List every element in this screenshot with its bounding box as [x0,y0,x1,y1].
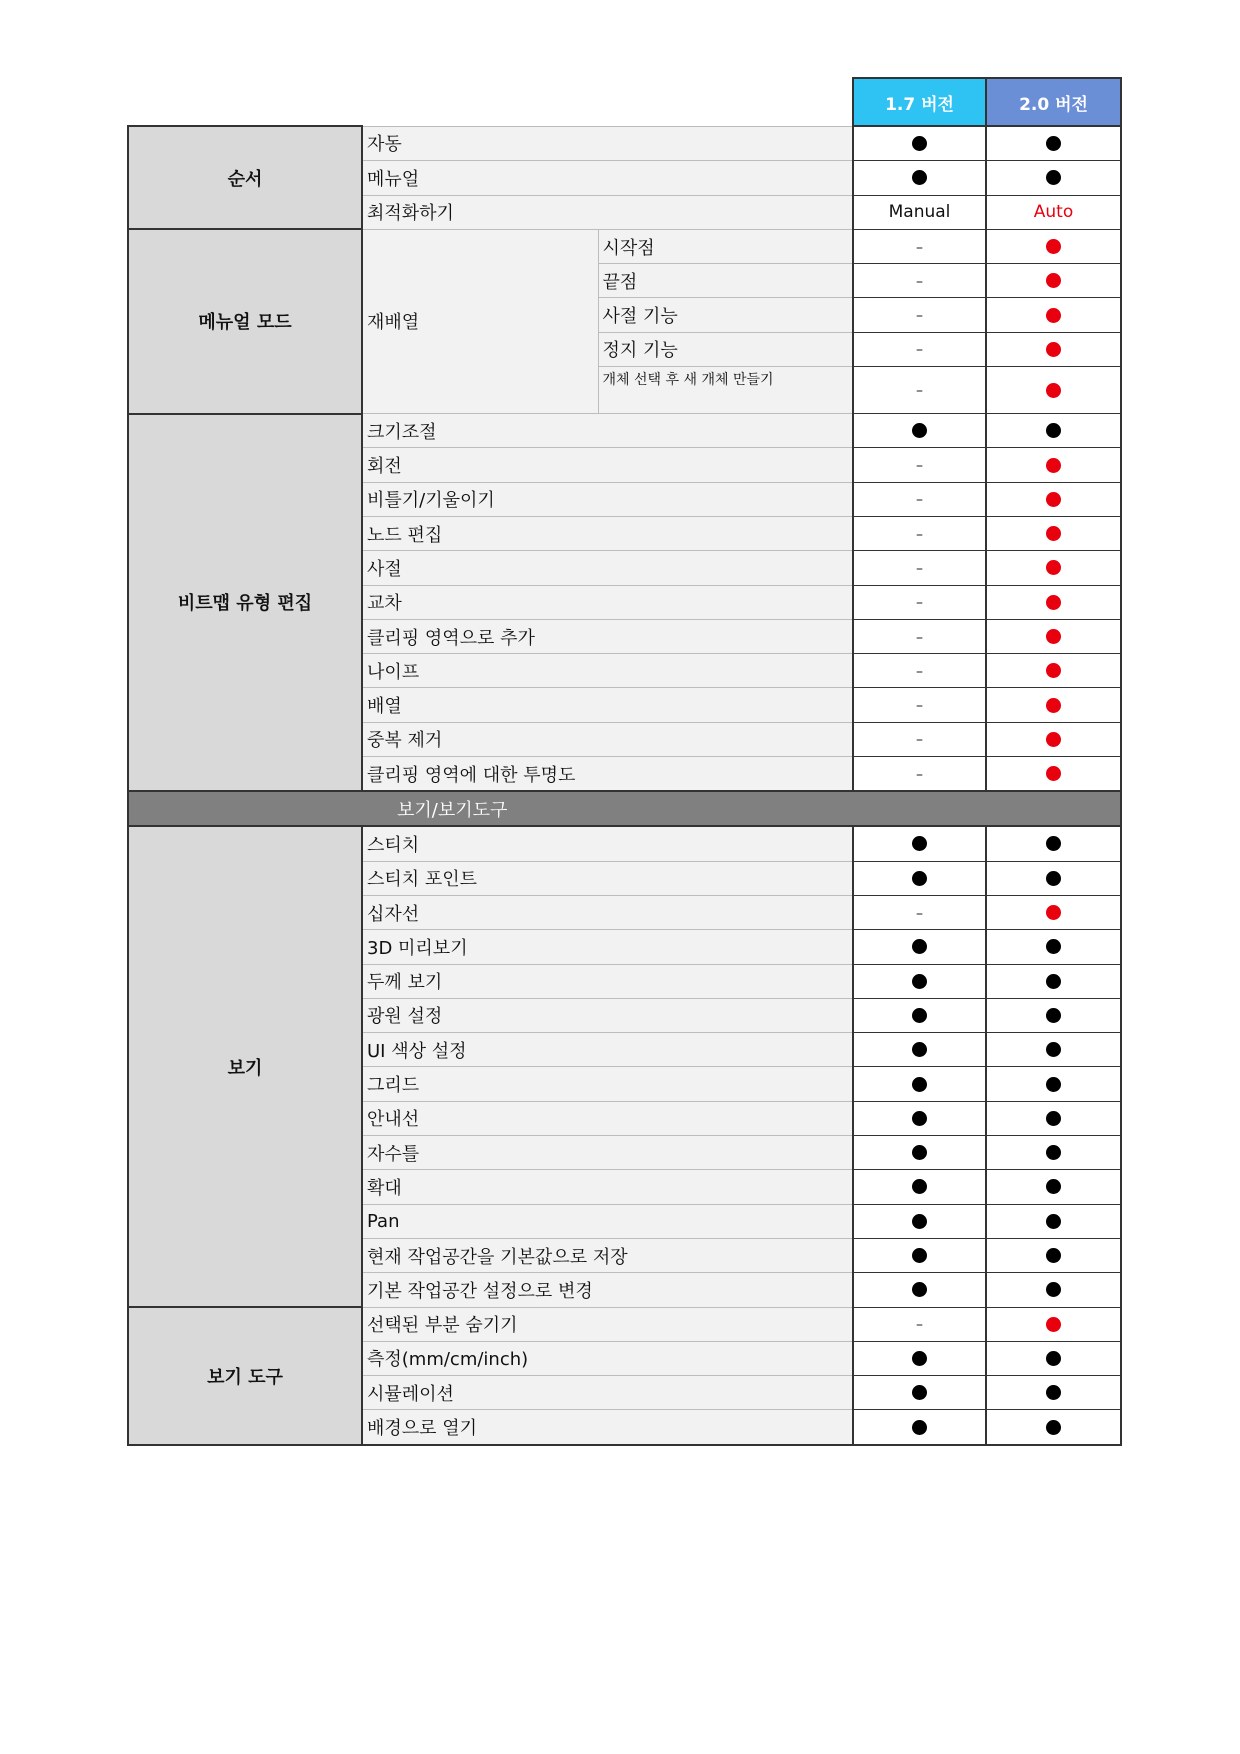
v17-cell [853,298,986,332]
v17-cell [853,895,986,929]
supported-dot-icon [912,423,927,438]
new-feature-dot-icon [1046,458,1061,473]
unsupported-dash: – [916,663,924,680]
supported-dot-icon [912,1214,927,1229]
unsupported-dash: – [916,458,924,475]
v20-cell [986,551,1121,585]
supported-dot-icon [1046,1420,1061,1435]
v17-cell [853,861,986,895]
supported-dot-icon [1046,170,1061,185]
supported-dot-icon [912,170,927,185]
feature-label: 사절 기능 [598,298,853,332]
v17-cell [853,448,986,482]
v20-cell [986,1273,1121,1307]
supported-dot-icon [1046,1282,1061,1297]
supported-dot-icon [912,1179,927,1194]
feature-label: 끝점 [598,264,853,298]
v20-cell [986,1204,1121,1238]
v20-cell [986,1376,1121,1410]
supported-dot-icon [912,939,927,954]
v20-cell [986,998,1121,1032]
v17-cell [853,229,986,263]
v17-cell [853,1170,986,1204]
v20-cell [986,688,1121,722]
v17-cell [853,1101,986,1135]
new-feature-dot-icon [1046,766,1061,781]
category-bitmap-edit: 비트맵 유형 편집 [128,414,362,792]
v20-cell [986,1238,1121,1272]
section-bar-view-tools: 보기/보기도구 [128,791,1121,826]
v20-cell [986,448,1121,482]
v17-cell [853,722,986,756]
supported-dot-icon [1046,1145,1061,1160]
v20-cell [986,895,1121,929]
v17-cell [853,126,986,161]
supported-dot-icon [912,1042,927,1057]
feature-label: 스티치 [362,826,853,861]
group-rearrange: 재배열 [362,229,598,413]
supported-dot-icon [912,1077,927,1092]
v20-cell [986,1067,1121,1101]
new-feature-dot-icon [1046,1317,1061,1332]
supported-dot-icon [912,1111,927,1126]
feature-label: 회전 [362,448,853,482]
unsupported-dash: – [916,732,924,749]
feature-label: 십자선 [362,895,853,929]
supported-dot-icon [912,1145,927,1160]
v20-cell [986,757,1121,792]
supported-dot-icon [912,836,927,851]
v17-cell [853,826,986,861]
v20-cell [986,1410,1121,1445]
unsupported-dash: – [916,560,924,577]
header-blank [128,78,853,126]
v17-cell [853,585,986,619]
v20-cell [986,298,1121,332]
v17-cell [853,332,986,366]
v17-cell [853,1204,986,1238]
category-view: 보기 [128,826,362,1307]
unsupported-dash: – [916,526,924,543]
feature-label: 광원 설정 [362,998,853,1032]
v20-cell [986,654,1121,688]
supported-dot-icon [912,1008,927,1023]
supported-dot-icon [1046,974,1061,989]
v17-cell [853,619,986,653]
new-feature-dot-icon [1046,732,1061,747]
supported-dot-icon [1046,1179,1061,1194]
new-feature-dot-icon [1046,383,1061,398]
new-feature-dot-icon [1046,560,1061,575]
v17-cell [853,1067,986,1101]
comparison-table [127,77,1122,1446]
feature-label: 자수틀 [362,1136,853,1170]
new-feature-dot-icon [1046,273,1061,288]
v17-cell [853,688,986,722]
feature-label: 배경으로 열기 [362,1410,853,1445]
unsupported-dash: – [916,383,924,400]
feature-label: 사절 [362,551,853,585]
v20-cell [986,367,1121,414]
category-order: 순서 [128,126,362,229]
new-feature-dot-icon [1046,629,1061,644]
supported-dot-icon [912,974,927,989]
new-feature-dot-icon [1046,663,1061,678]
v20-cell [986,585,1121,619]
new-feature-dot-icon [1046,905,1061,920]
feature-label: 기본 작업공간 설정으로 변경 [362,1273,853,1307]
v20-cell [986,1101,1121,1135]
supported-dot-icon [912,136,927,151]
v20-cell [986,861,1121,895]
v17-cell [853,1273,986,1307]
supported-dot-icon [1046,1248,1061,1263]
feature-label: 자동 [362,126,853,161]
supported-dot-icon [1046,1077,1061,1092]
unsupported-dash: – [916,239,924,256]
feature-label: 배열 [362,688,853,722]
supported-dot-icon [912,1420,927,1435]
v17-cell [853,1376,986,1410]
feature-label: 교차 [362,585,853,619]
feature-label: 메뉴얼 [362,161,853,195]
v17-cell [853,757,986,792]
v17-cell [853,998,986,1032]
category-view-tools: 보기 도구 [128,1307,362,1445]
new-feature-dot-icon [1046,308,1061,323]
feature-label: 시뮬레이션 [362,1376,853,1410]
unsupported-dash: – [916,698,924,715]
v20-cell: Auto [986,195,1121,229]
supported-dot-icon [1046,1008,1061,1023]
feature-label: 최적화하기 [362,195,853,229]
supported-dot-icon [1046,1111,1061,1126]
v20-cell [986,414,1121,448]
v17-cell [853,482,986,516]
feature-label: 클리핑 영역에 대한 투명도 [362,757,853,792]
v17-cell [853,516,986,550]
category-manual-mode: 메뉴얼 모드 [128,229,362,413]
v17-cell [853,1238,986,1272]
unsupported-dash: – [916,273,924,290]
v17-cell [853,1307,986,1341]
v20-cell [986,619,1121,653]
supported-dot-icon [1046,836,1061,851]
feature-label: 나이프 [362,654,853,688]
unsupported-dash: – [916,1317,924,1334]
v17-cell [853,1341,986,1375]
supported-dot-icon [1046,136,1061,151]
v20-cell [986,229,1121,263]
unsupported-dash: – [916,905,924,922]
v20-cell [986,964,1121,998]
feature-label: 크기조절 [362,414,853,448]
feature-label: 중복 제거 [362,722,853,756]
v17-cell: Manual [853,195,986,229]
feature-label: 현재 작업공간을 기본값으로 저장 [362,1238,853,1272]
supported-dot-icon [1046,1385,1061,1400]
unsupported-dash: – [916,492,924,509]
v17-cell [853,930,986,964]
v20-cell [986,722,1121,756]
supported-dot-icon [1046,1214,1061,1229]
supported-dot-icon [912,1248,927,1263]
feature-label: 두께 보기 [362,964,853,998]
supported-dot-icon [1046,939,1061,954]
v20-cell [986,482,1121,516]
v20-cell [986,161,1121,195]
v17-cell [853,367,986,414]
feature-label: 선택된 부분 숨기기 [362,1307,853,1341]
v17-cell [853,964,986,998]
supported-dot-icon [912,1282,927,1297]
feature-label: Pan [362,1204,853,1238]
new-feature-dot-icon [1046,698,1061,713]
feature-label: 확대 [362,1170,853,1204]
v17-cell [853,414,986,448]
unsupported-dash: – [916,595,924,612]
new-feature-dot-icon [1046,595,1061,610]
v17-cell [853,1136,986,1170]
feature-label: 3D 미리보기 [362,930,853,964]
v20-cell [986,264,1121,298]
v20-cell [986,826,1121,861]
version-2-0-header: 2.0 버전 [986,78,1121,126]
feature-label: 안내선 [362,1101,853,1135]
unsupported-dash: – [916,342,924,359]
feature-label: UI 색상 설정 [362,1033,853,1067]
feature-label: 클리핑 영역으로 추가 [362,619,853,653]
new-feature-dot-icon [1046,239,1061,254]
v20-cell [986,126,1121,161]
v20-cell [986,1341,1121,1375]
supported-dot-icon [1046,871,1061,886]
v17-cell [853,551,986,585]
v17-cell [853,654,986,688]
supported-dot-icon [912,1351,927,1366]
unsupported-dash: – [916,766,924,783]
unsupported-dash: – [916,629,924,646]
new-feature-dot-icon [1046,492,1061,507]
v20-cell [986,1307,1121,1341]
v20-cell [986,332,1121,366]
supported-dot-icon [1046,1042,1061,1057]
feature-label: 측정(mm/cm/inch) [362,1341,853,1375]
v20-cell [986,516,1121,550]
supported-dot-icon [912,1385,927,1400]
v20-cell [986,930,1121,964]
v20-cell [986,1170,1121,1204]
unsupported-dash: – [916,308,924,325]
feature-label: 시작점 [598,229,853,263]
feature-label: 비틀기/기울이기 [362,482,853,516]
v17-cell [853,1410,986,1445]
supported-dot-icon [912,871,927,886]
v20-cell [986,1136,1121,1170]
feature-label: 노드 편집 [362,516,853,550]
new-feature-dot-icon [1046,526,1061,541]
feature-label: 그리드 [362,1067,853,1101]
supported-dot-icon [1046,1351,1061,1366]
feature-label: 정지 기능 [598,332,853,366]
version-1-7-header: 1.7 버전 [853,78,986,126]
new-feature-dot-icon [1046,342,1061,357]
v17-cell [853,1033,986,1067]
v17-cell [853,264,986,298]
feature-label: 스티치 포인트 [362,861,853,895]
supported-dot-icon [1046,423,1061,438]
v17-cell [853,161,986,195]
v20-cell [986,1033,1121,1067]
feature-label: 개체 선택 후 새 개체 만들기 [598,367,853,414]
